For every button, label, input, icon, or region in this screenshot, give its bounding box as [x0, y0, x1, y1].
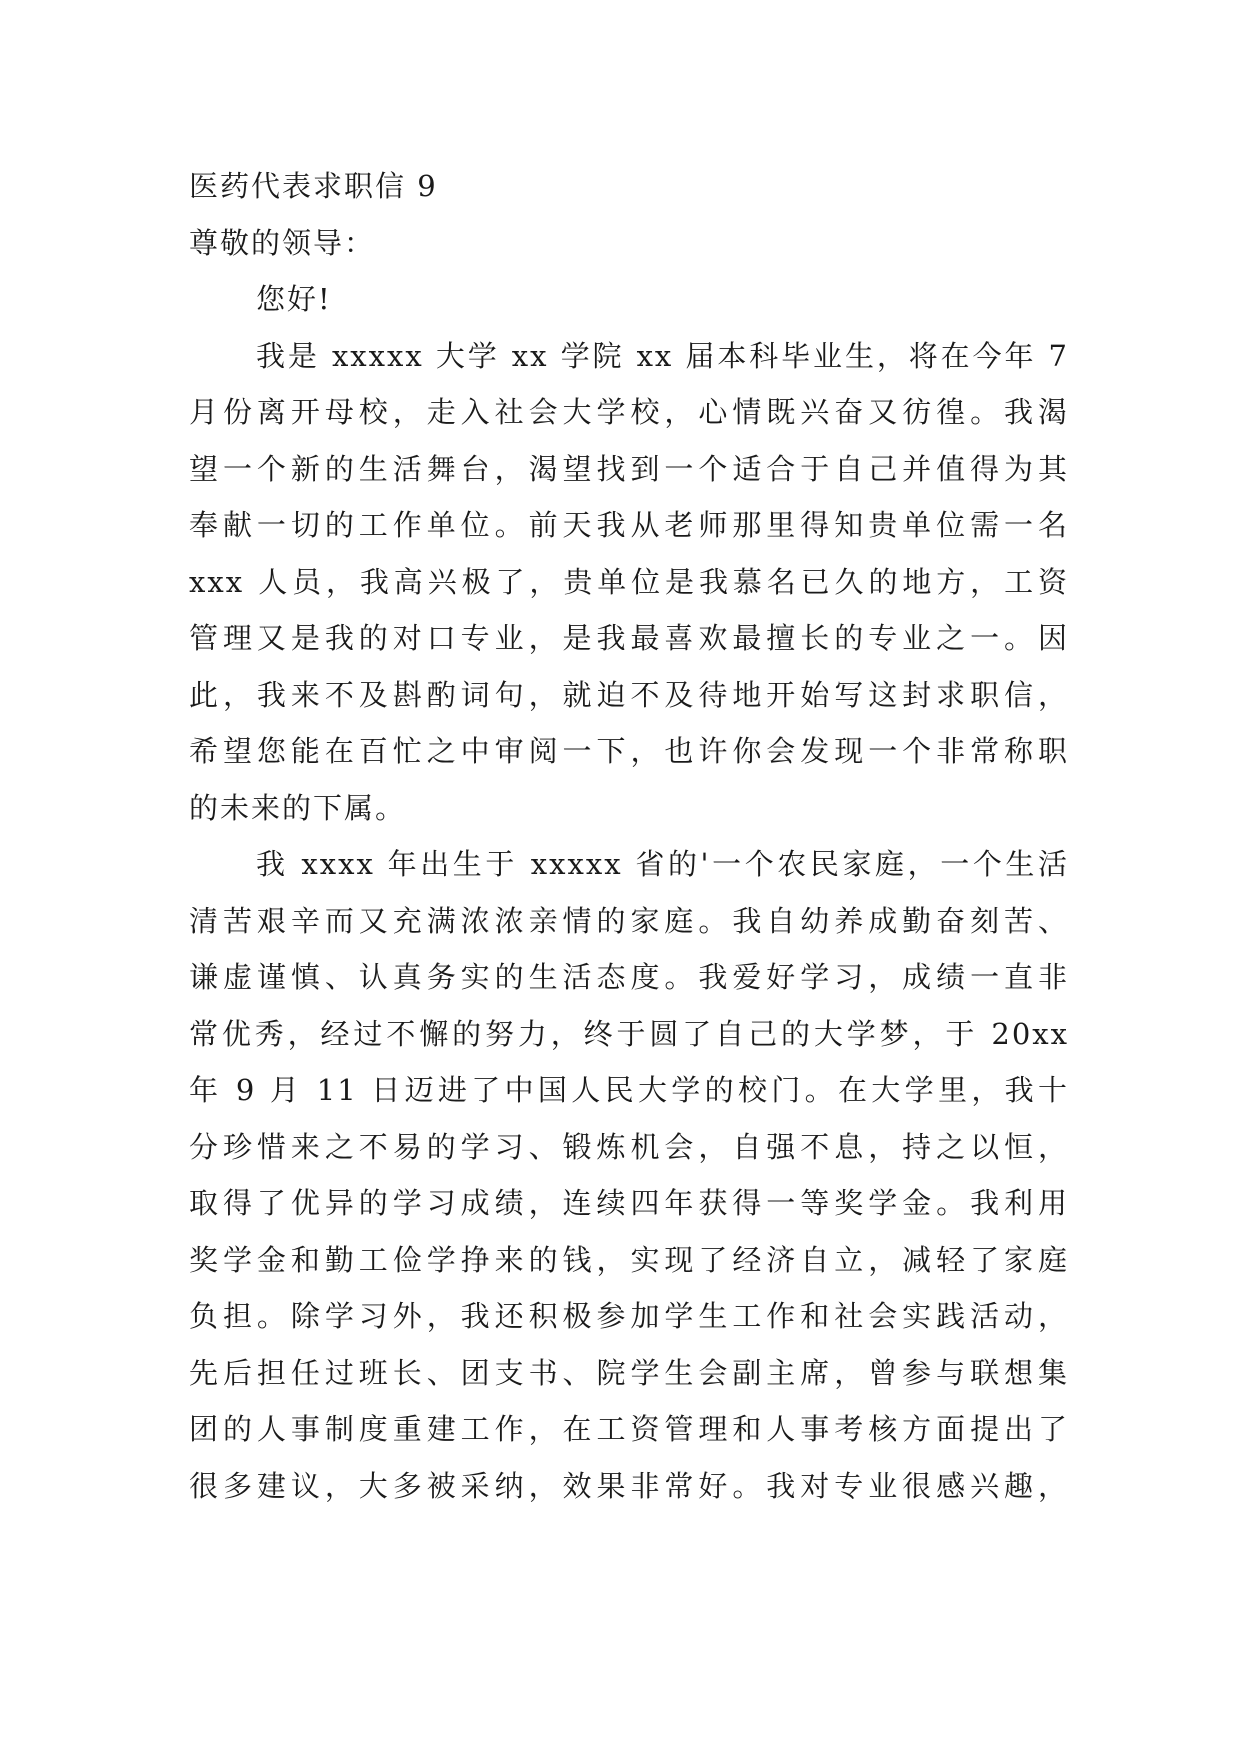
paragraph-line: 分珍惜来之不易的学习、锻炼机会，自强不息，持之以恒， — [189, 1129, 1069, 1164]
paragraph-line: 希望您能在百忙之中审阅一下，也许你会发现一个非常称职 — [189, 734, 1069, 768]
paragraph-line: 年 9 月 11 日迈进了中国人民大学的校门。在大学里，我十 — [189, 1073, 1069, 1107]
paragraph-line: 清苦艰辛而又充满浓浓亲情的家庭。我自幼养成勤奋刻苦、 — [189, 903, 1069, 938]
greeting: 您好! — [256, 282, 332, 316]
paragraph-line: xxx 人员，我高兴极了，贵单位是我慕名已久的地方，工资 — [189, 564, 1069, 599]
paragraph-line: 的未来的下属。 — [189, 790, 407, 825]
paragraph-line: 负担。除学习外，我还积极参加学生工作和社会实践活动， — [189, 1299, 1069, 1333]
paragraph-line: 团的人事制度重建工作，在工资管理和人事考核方面提出了 — [189, 1412, 1069, 1446]
paragraph-line: 取得了优异的学习成绩，连续四年获得一等奖学金。我利用 — [189, 1186, 1069, 1220]
document-title: 医药代表求职信 9 — [189, 169, 438, 203]
paragraph-line: 管理又是我的对口专业，是我最喜欢最擅长的专业之一。因 — [189, 621, 1069, 655]
paragraph-line: 很多建议，大多被采纳，效果非常好。我对专业很感兴趣， — [189, 1468, 1069, 1503]
paragraph-line: 奉献一切的工作单位。前天我从老师那里得知贵单位需一名 — [189, 508, 1069, 542]
paragraph-line: 我 xxxx 年出生于 xxxxx 省的'一个农民家庭，一个生活 — [256, 847, 1069, 881]
paragraph-line: 先后担任过班长、团支书、院学生会副主席，曾参与联想集 — [189, 1355, 1069, 1390]
paragraph-2 — [189, 836, 1069, 1514]
paragraph-line: 常优秀，经过不懈的努力，终于圆了自己的大学梦，于 20xx — [189, 1016, 1069, 1051]
paragraph-1 — [189, 328, 1069, 837]
paragraph-line: 谦虚谨慎、认真务实的生活态度。我爱好学习，成绩一直非 — [189, 960, 1069, 994]
paragraph-line: 望一个新的生活舞台，渴望找到一个适合于自己并值得为其 — [189, 451, 1069, 486]
paragraph-line: 月份离开母校，走入社会大学校，心情既兴奋又彷徨。我渴 — [189, 395, 1069, 429]
letter-body — [189, 158, 1069, 1514]
salutation: 尊敬的领导： — [189, 225, 376, 260]
paragraph-line: 我是 xxxxx 大学 xx 学院 xx 届本科毕业生，将在今年 7 — [256, 338, 1069, 373]
paragraph-line: 此，我来不及斟酌词句，就迫不及待地开始写这封求职信， — [189, 677, 1069, 712]
paragraph-line: 奖学金和勤工俭学挣来的钱，实现了经济自立，减轻了家庭 — [189, 1242, 1069, 1277]
